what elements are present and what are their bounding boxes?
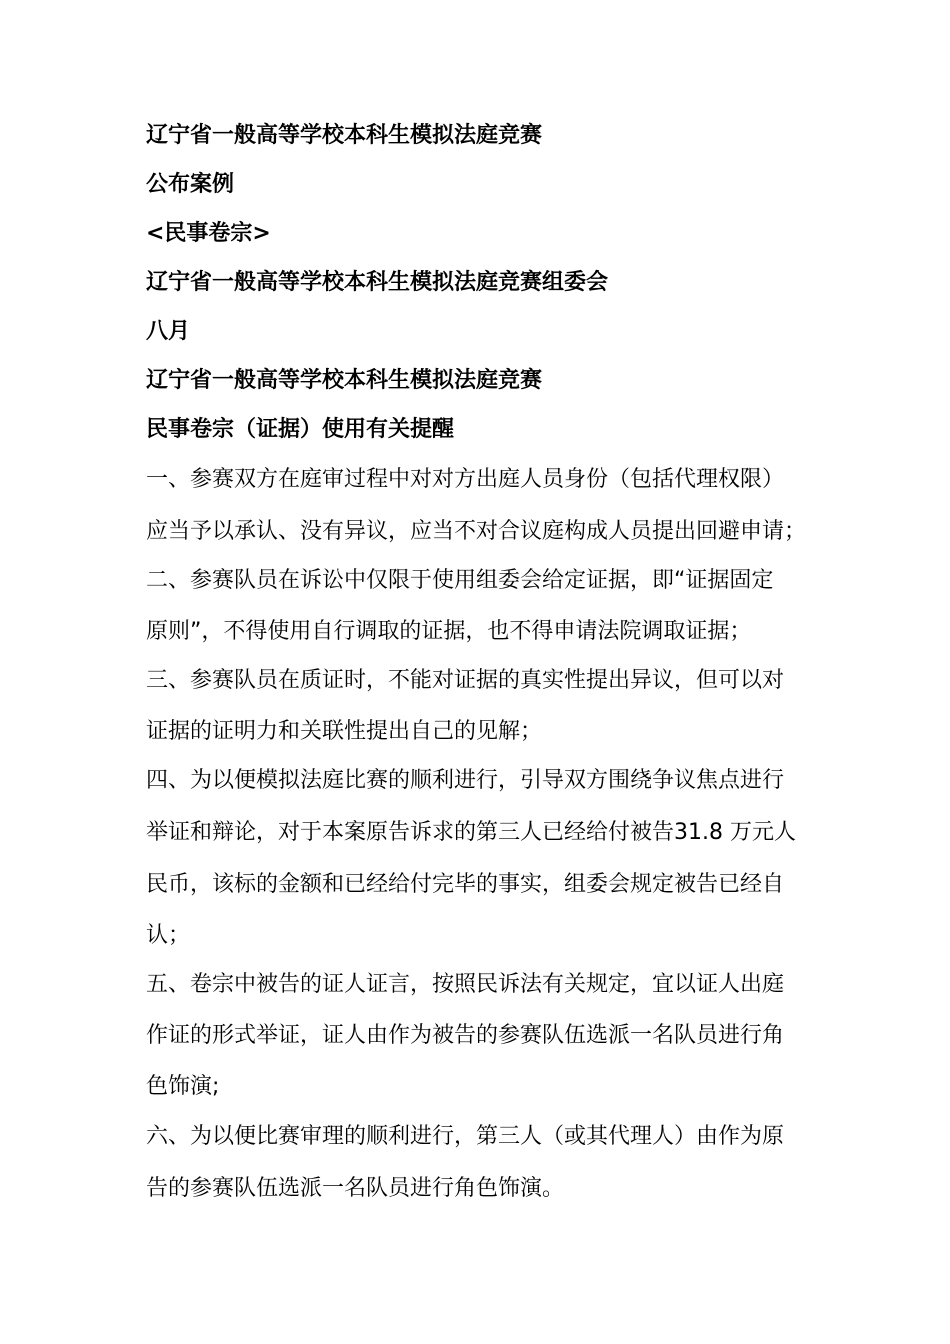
rule-5-line-1: 五、卷宗中被告的证人证言，按照民诉法有关规定，宜以证人出庭 [146,972,785,997]
announcement-heading: 公布案例 [146,172,235,197]
rule-4-line-4: 认； [146,923,191,948]
rule-5-line-2: 作证的形式举证，证人由作为被告的参赛队伍选派一名队员进行角 [146,1023,785,1048]
rule-2-line-1: 二、参赛队员在诉讼中仅限于使用组委会给定证据，即“证据固定 [146,568,774,593]
competition-title: 辽宁省一般高等学校本科生模拟法庭竞赛 [146,123,543,148]
rule-6-line-1: 六、为以便比赛审理的顺利进行，第三人（或其代理人）由作为原 [146,1124,785,1149]
rule-1-line-2: 应当予以承认、没有异议，应当不对合议庭构成人员提出回避申请； [146,519,807,544]
rule-4-line-3: 民币，该标的金额和已经给付完毕的事实，组委会规定被告已经自 [146,872,785,897]
rule-1-line-1: 一、参赛双方在庭审过程中对对方出庭人员身份（包括代理权限） [146,467,785,492]
rule-5-line-3: 色饰演; [146,1074,220,1099]
rule-4-line-2: 举证和辩论，对于本案原告诉求的第三人已经给付被告31.8 万元人 [146,820,796,845]
organizing-committee: 辽宁省一般高等学校本科生模拟法庭竞赛组委会 [146,270,609,295]
rule-6-line-2: 告的参赛队伍选派一名队员进行角色饰演。 [146,1176,565,1201]
rule-4-line-1: 四、为以便模拟法庭比赛的顺利进行，引导双方围绕争议焦点进行 [146,768,785,793]
civil-case-file-heading: <民事卷宗> [146,221,271,246]
date-heading: 八月 [146,319,191,344]
reminder-heading: 民事卷宗（证据）使用有关提醒 [146,417,455,442]
competition-title-repeat: 辽宁省一般高等学校本科生模拟法庭竞赛 [146,368,543,393]
rule-3-line-2: 证据的证明力和关联性提出自己的见解； [146,719,543,744]
rule-3-line-1: 三、参赛队员在质证时，不能对证据的真实性提出异议，但可以对 [146,668,785,693]
rule-2-line-2: 原则”，不得使用自行调取的证据，也不得申请法院调取证据； [146,619,752,644]
